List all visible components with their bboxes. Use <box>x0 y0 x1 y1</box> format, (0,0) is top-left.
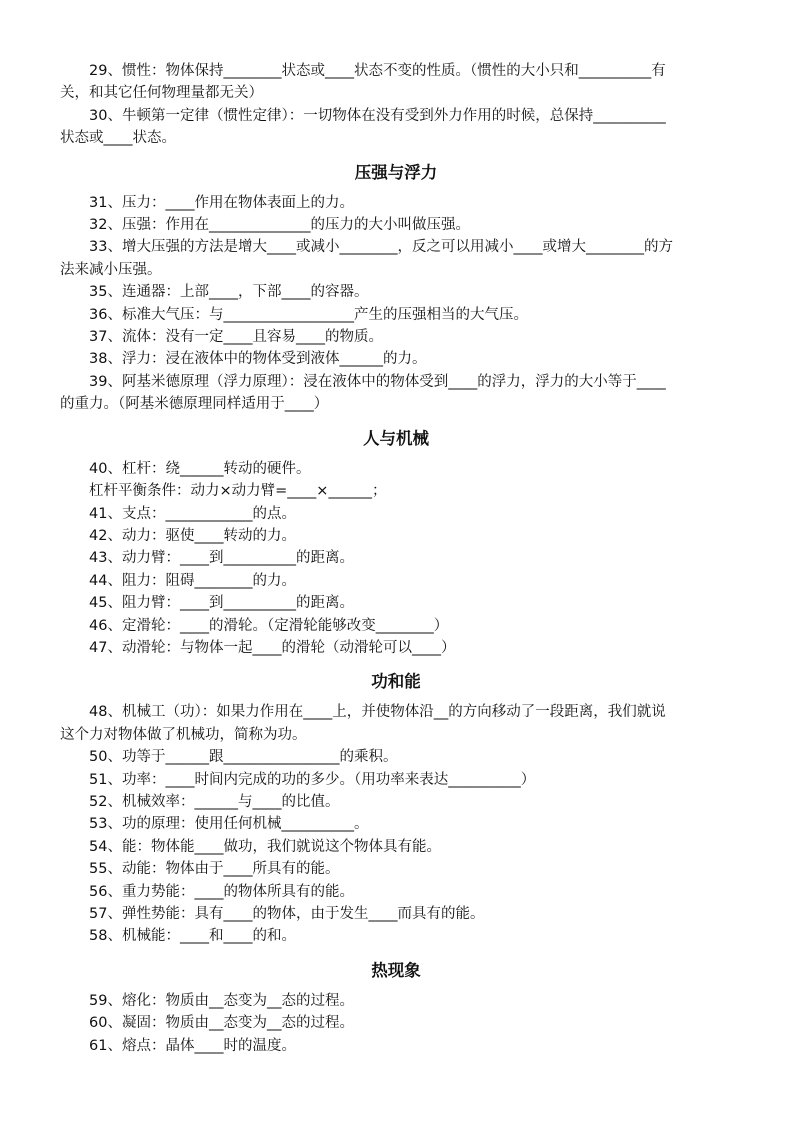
continuation-line: 关，和其它任何物理量都无关） <box>60 85 263 102</box>
section-heading: 压强与浮力 <box>354 162 438 182</box>
question-line: 39、阿基米德原理（浮力原理）：浸在液体中的物体受到____的浮力，浮力的大小等于____ <box>89 373 666 390</box>
question-line: 37、流体：没有一定____且容易____的物质。 <box>89 329 383 346</box>
question-line: 54、能：物体能____做功，我们就说这个物体具有能。 <box>89 838 441 855</box>
question-line: 35、连通器：上部____，下部____的容器。 <box>89 284 369 301</box>
question-line: 40、杠杆：绕______转动的硬件。 <box>89 460 311 477</box>
question-line: 30、牛顿第一定律（惯性定律）：一切物体在没有受到外力作用的时候，总保持__________ <box>89 107 666 124</box>
question-line: 43、动力臂：____到__________的距离。 <box>89 550 354 567</box>
question-line: 61、熔点：晶体____时的温度。 <box>89 1037 296 1054</box>
section-heading: 热现象 <box>371 960 421 980</box>
section-heading: 功和能 <box>371 672 421 692</box>
question-line: 60、凝固：物质由__态变为__态的过程。 <box>89 1015 354 1032</box>
question-line: 57、弹性势能：具有____的物体，由于发生____而具有的能。 <box>89 906 485 922</box>
section-spacer <box>60 416 732 428</box>
question-line: 56、重力势能：____的物体所具有的能。 <box>89 883 354 900</box>
section-spacer <box>60 659 732 671</box>
question-line: 45、阻力臂：____到__________的距离。 <box>89 595 354 612</box>
question-line: 47、动滑轮：与物体一起____的滑轮（动滑轮可以____） <box>89 639 456 656</box>
continuation-line: 这个力对物体做了机械功，简称为功。 <box>60 726 307 743</box>
continuation-line: 法来减小压强。 <box>60 261 162 278</box>
section-spacer <box>60 982 732 990</box>
question-line: 41、支点：____________的点。 <box>89 505 296 522</box>
section-spacer <box>60 450 732 458</box>
question-line: 53、功的原理：使用任何机械__________。 <box>89 816 369 833</box>
question-line: 42、动力：驱使____转动的力。 <box>89 527 296 544</box>
question-line: 55、动能：物体由于____所具有的能。 <box>89 861 340 878</box>
question-line: 38、浮力：浸在液体中的物体受到液体______的力。 <box>89 351 427 368</box>
question-line: 52、机械效率：______与____的比值。 <box>89 793 340 810</box>
section-spacer <box>60 184 732 192</box>
question-line: 58、机械能：____和____的和。 <box>89 928 296 945</box>
question-line: 46、定滑轮：____的滑轮。（定滑轮能够改变________） <box>89 617 449 634</box>
question-line: 44、阻力：阻碍________的力。 <box>89 572 296 589</box>
question-line: 33、增大压强的方法是增大____或减小________，反之可以用减小____或增大________的方 <box>89 239 673 256</box>
continuation-line: 的重力。（阿基米德原理同样适用于____） <box>60 396 329 413</box>
section-spacer <box>60 150 732 162</box>
question-line: 36、标准大气压：与__________________产生的压强相当的大气压。 <box>89 306 528 323</box>
question-line: 杠杆平衡条件：动力×动力臂=____×______； <box>89 483 387 500</box>
section-spacer <box>60 693 732 701</box>
section-heading: 人与机械 <box>363 428 429 448</box>
question-line: 59、熔化：物质由__态变为__态的过程。 <box>89 992 354 1009</box>
section-spacer <box>60 948 732 960</box>
question-line: 32、压强：作用在______________的压力的大小叫做压强。 <box>89 217 470 234</box>
question-line: 50、功等于______跟________________的乘积。 <box>89 749 398 766</box>
question-line: 31、压力：____作用在物体表面上的力。 <box>89 194 354 211</box>
question-line: 48、机械工（功）：如果力作用在____上，并使物体沿__的方向移动了一段距离，我们就说 <box>89 704 666 721</box>
continuation-line: 状态或____状态。 <box>60 130 176 147</box>
question-line: 29、惯性：物体保持________状态或____状态不变的性质。（惯性的大小只和__________有 <box>89 63 666 79</box>
question-line: 51、功率：____时间内完成的功的多少。（用功率来表达__________） <box>89 771 536 788</box>
